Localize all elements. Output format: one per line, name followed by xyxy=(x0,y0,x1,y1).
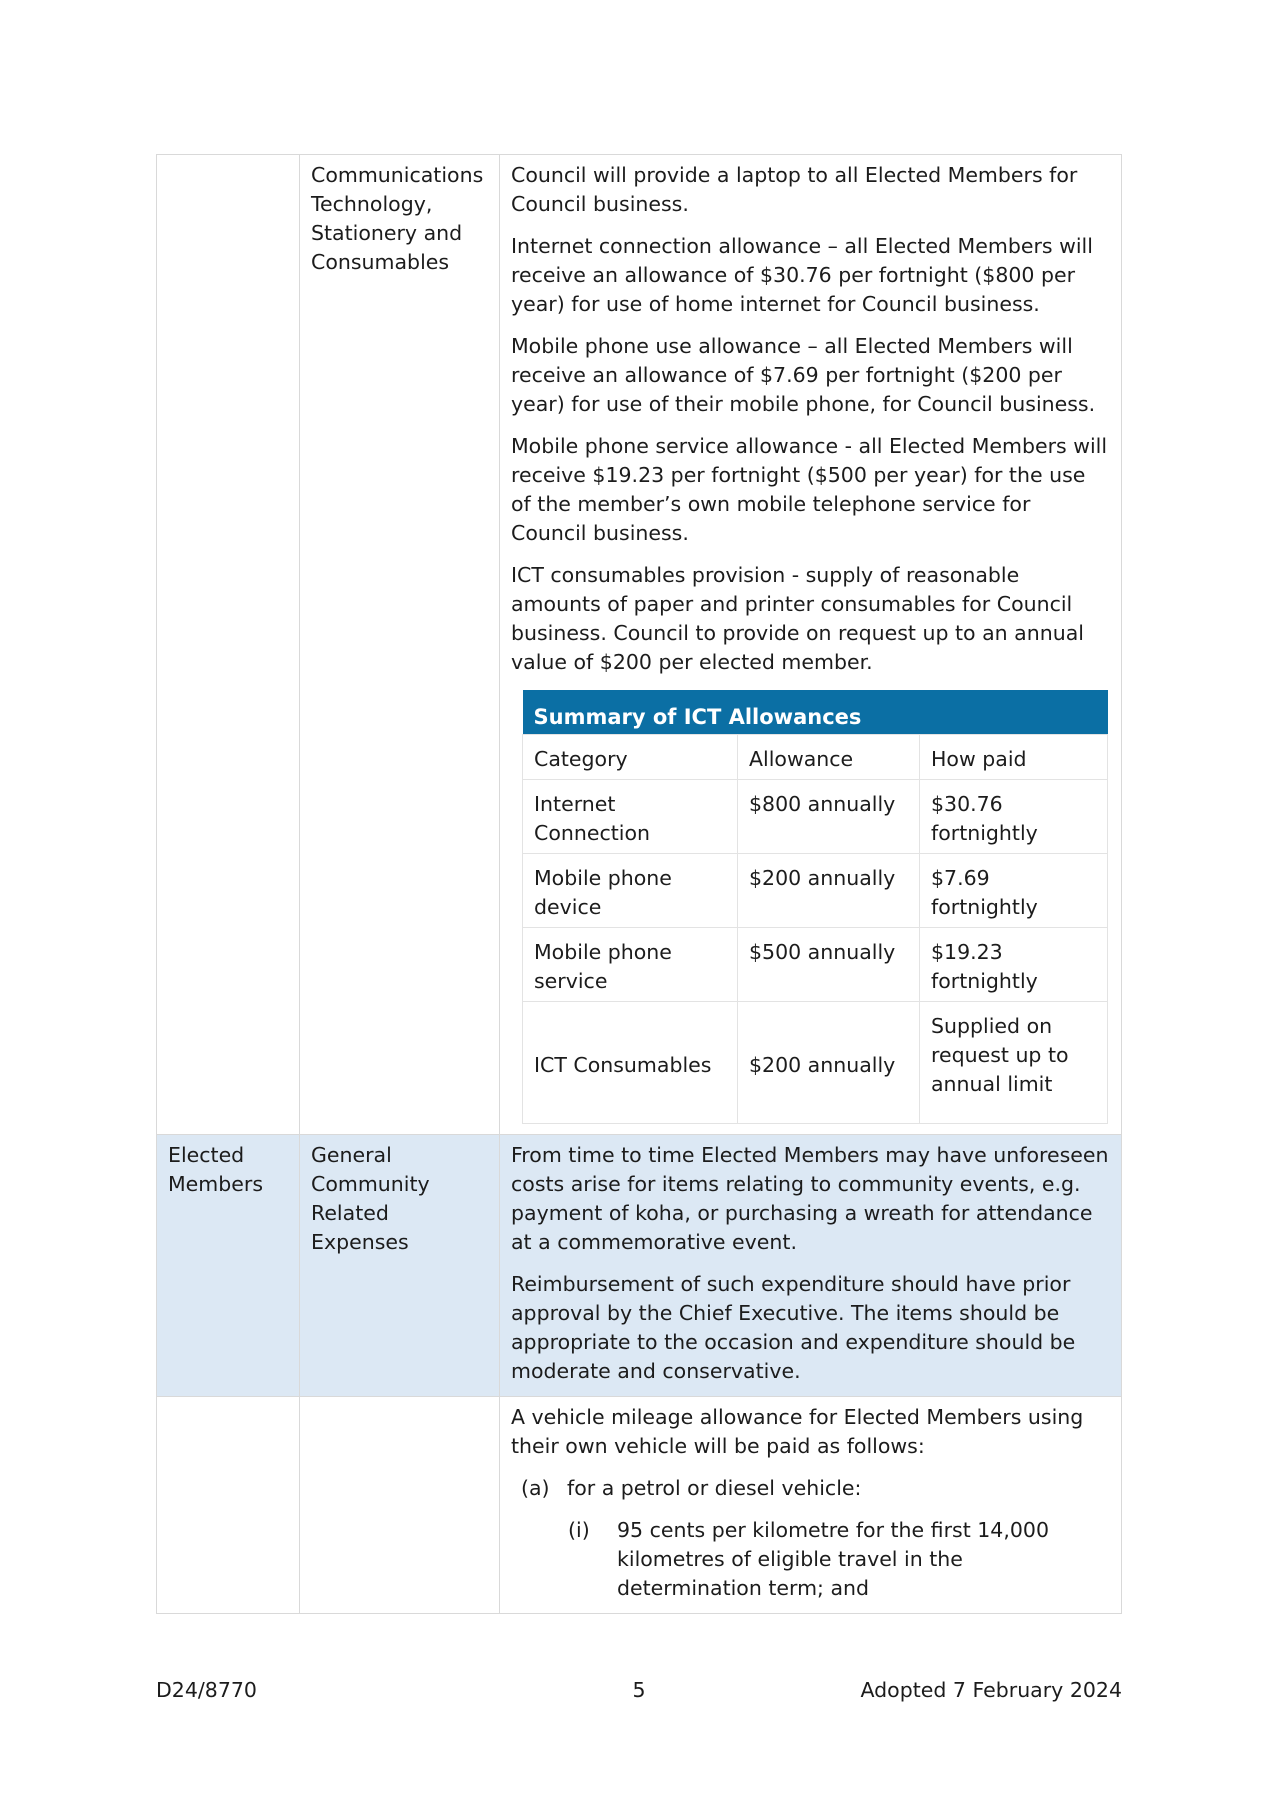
allowances-table xyxy=(156,154,1122,1614)
list-label: (a) xyxy=(521,1476,550,1500)
summary-row xyxy=(523,780,1108,854)
role-cell xyxy=(157,155,300,1135)
paragraph: Internet connection allowance – all Elected Members will receive an allowance of $30.76 per fortnight ($800 per year) for use of home internet for Council business. xyxy=(511,234,1093,316)
list-text: for a petrol or diesel vehicle: xyxy=(567,1476,862,1500)
document-id: D24/8770 xyxy=(156,1678,257,1702)
summary-cell: $7.69 fortnightly xyxy=(920,854,1108,928)
ict-summary-table xyxy=(522,690,1108,1124)
adopted-date: Adopted 7 February 2024 xyxy=(860,1678,1122,1702)
table-row xyxy=(157,1397,1122,1614)
paragraph: Mobile phone use allowance – all Elected Members will receive an allowance of $7.69 per fortnight ($200 per year) for use of their mobile phone, for Council business. xyxy=(511,334,1096,416)
description-cell xyxy=(500,1135,1122,1397)
summary-cell: $800 annually xyxy=(738,780,920,854)
list-text: 95 cents per kilometre for the first 14,000 kilometres of eligible travel in the determination term; and xyxy=(617,1518,1049,1600)
summary-cell: Mobile phone service xyxy=(523,928,738,1002)
summary-title: Summary of ICT Allowances xyxy=(523,690,1108,735)
summary-cell: ICT Consumables xyxy=(523,1002,738,1124)
summary-cell: $500 annually xyxy=(738,928,920,1002)
summary-row xyxy=(523,1002,1108,1124)
paragraph: A vehicle mileage allowance for Elected Members using their own vehicle will be paid as follows: xyxy=(511,1405,1084,1458)
role-cell: Elected Members xyxy=(157,1135,300,1397)
category-cell: Communications Technology, Stationery and Consumables xyxy=(300,155,500,1135)
paragraph: ICT consumables provision - supply of reasonable amounts of paper and printer consumables for Council business. Council to provide on request up to an annual value of $200 per elected member. xyxy=(511,563,1084,674)
paragraph: From time to time Elected Members may have unforeseen costs arise for items relating to community events, e.g. payment of koha, or purchasing a wreath for attendance at a commemorative event. xyxy=(511,1143,1109,1254)
page-footer xyxy=(156,1675,1122,1705)
list-item-i xyxy=(568,1516,1111,1603)
category-cell xyxy=(300,1397,500,1614)
category-cell: General Community Related Expenses xyxy=(300,1135,500,1397)
summary-header-row xyxy=(523,735,1108,780)
list-item-a xyxy=(521,1474,1111,1503)
summary-cell: $200 annually xyxy=(738,854,920,928)
column-header: Allowance xyxy=(738,735,920,780)
summary-row xyxy=(523,928,1108,1002)
description-cell xyxy=(500,1397,1122,1614)
summary-cell: $30.76 fortnightly xyxy=(920,780,1108,854)
column-header: How paid xyxy=(920,735,1108,780)
summary-cell: Internet Connection xyxy=(523,780,738,854)
description-cell xyxy=(500,155,1122,1135)
summary-cell: $200 annually xyxy=(738,1002,920,1124)
summary-cell: Mobile phone device xyxy=(523,854,738,928)
paragraph: Reimbursement of such expenditure should have prior approval by the Chief Executive. The items should be appropriate to the occasion and expenditure should be moderate and conservative. xyxy=(511,1272,1076,1383)
role-cell xyxy=(157,1397,300,1614)
page-number: 5 xyxy=(632,1678,646,1702)
column-header: Category xyxy=(523,735,738,780)
summary-row xyxy=(523,854,1108,928)
paragraph: Mobile phone service allowance - all Elected Members will receive $19.23 per fortnight ($500 per year) for the use of the member’s own mobile telephone service for Council business. xyxy=(511,434,1108,545)
list-label: (i) xyxy=(568,1518,590,1542)
table-row xyxy=(157,1135,1122,1397)
paragraph: Council will provide a laptop to all Elected Members for Council business. xyxy=(511,163,1078,216)
table-row xyxy=(157,155,1122,1135)
summary-cell: $19.23 fortnightly xyxy=(920,928,1108,1002)
summary-cell: Supplied on request up to annual limit xyxy=(920,1002,1108,1124)
